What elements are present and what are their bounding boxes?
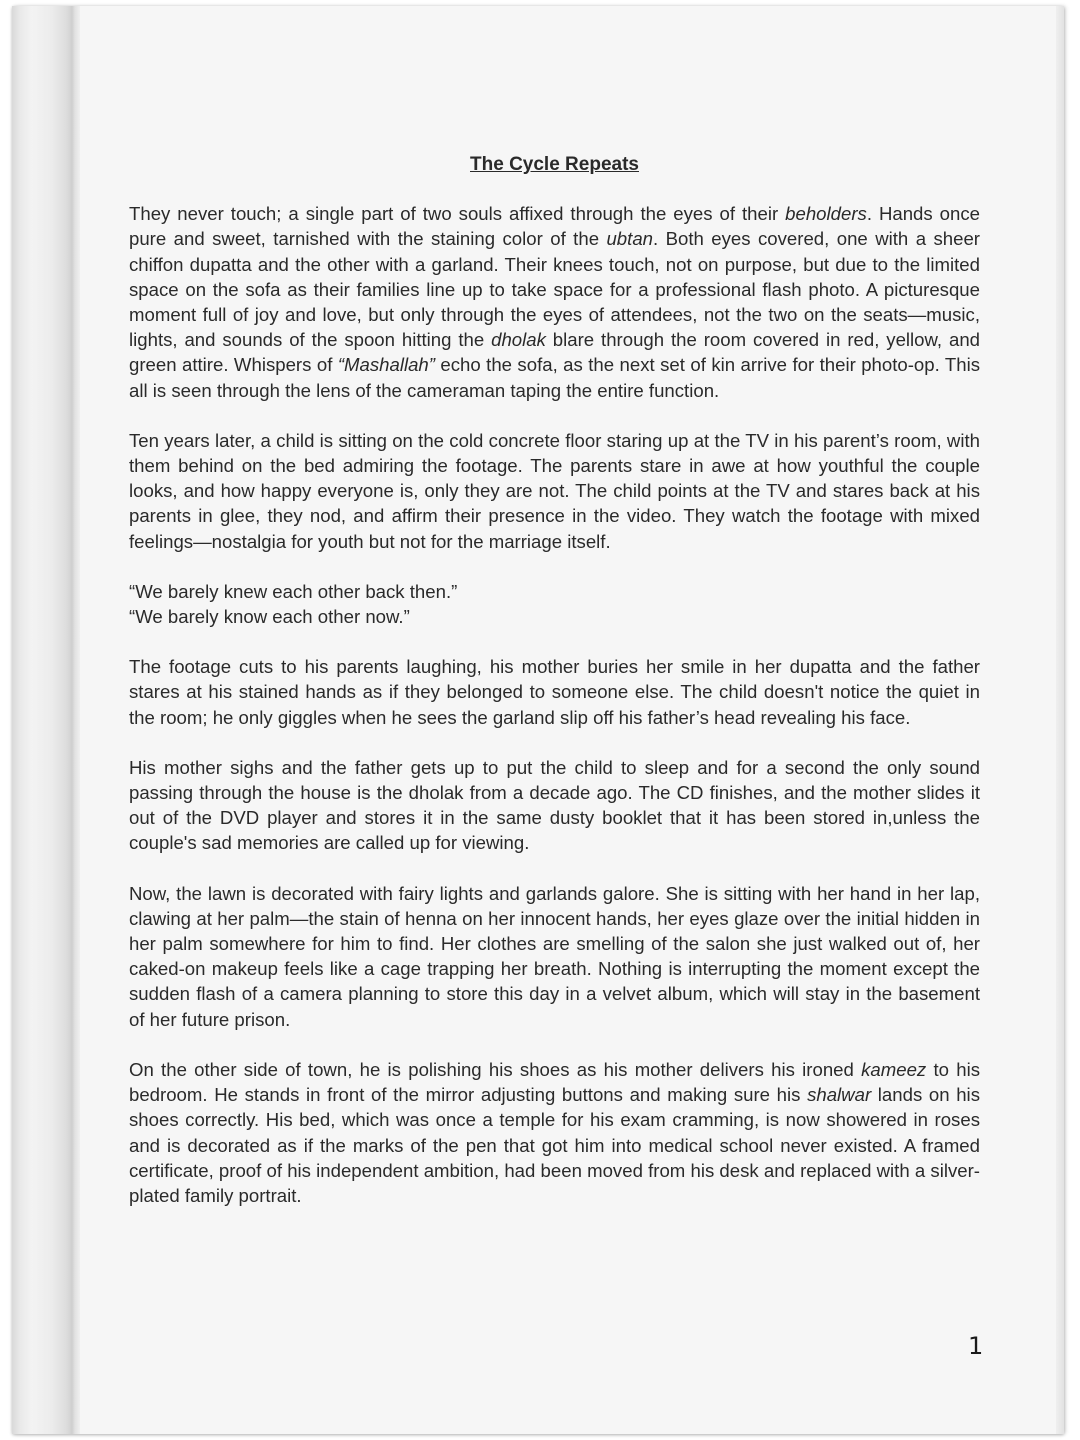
italic-term: beholders — [785, 203, 867, 225]
text-run: to his bedroom. He stands in front of the mirror adjusting buttons and making sure his — [129, 1058, 981, 1106]
paragraphs-after — [129, 654, 980, 1208]
paragraph — [129, 881, 980, 1032]
text-run: His mother sighs and the father gets up to put the child to sleep and for a second the only sound passing through the house is the dholak from a decade ago. The CD finishes, and the mother slides it out of the DVD player and stores it in the same dusty booklet that it has been stored in,unless the couple's sad memories are called up for viewing. — [129, 756, 980, 854]
text-run: Ten years later, a child is sitting on the cold concrete floor staring up at the TV in his parent’s room, with them behind on the bed admiring the footage. The parents stare in awe at how youthful the couple looks, and how happy everyone is, only they are not. The child points at the TV and stares back at his parents in glee, they nod, and affirm their presence in the video. They watch the footage with mixed feelings—nostalgia for youth but not for the marriage itself. — [129, 429, 980, 552]
dialogue-block — [129, 579, 980, 629]
paragraph — [129, 755, 980, 856]
paragraphs-before — [129, 201, 980, 554]
document-title: The Cycle Repeats — [470, 154, 639, 175]
italic-term: ubtan — [606, 228, 653, 250]
text-run: blare through the room covered in red, yellow, and green attire. Whispers of — [129, 329, 980, 376]
text-run: Now, the lawn is decorated with fairy lights and garlands galore. She is sitting with her hand in her lap, clawing at her palm—the stain of henna on her innocent hands, her eyes glaze over the initial hidden in her palm somewhere for him to find. Her clothes are smelling of the salon she just walked out of, her caked-on makeup feels like a cage trapping her breath. Nothing is interrupting the moment except the sudden flash of a camera planning to store this day in a velvet album, which will stay in the basement of her future prison. — [129, 882, 980, 1030]
book-spine — [12, 6, 80, 1434]
italic-term: shalwar — [807, 1084, 872, 1106]
text-run: The footage cuts to his parents laughing, his mother buries her smile in her dupatta and the father stares at his stained hands as if they belonged to someone else. The child doesn't notice the quiet in the room; he only giggles when he sees the garland slip off his father’s head revealing his face. — [129, 656, 980, 728]
text-run: On the other side of town, he is polishing his shoes as his mother delivers his ironed — [129, 1058, 862, 1080]
dialogue-line: “We barely know each other now.” — [129, 606, 410, 628]
italic-term: kameez — [861, 1058, 927, 1080]
page-edge — [1056, 6, 1064, 1434]
text-run: . Both eyes covered, one with a sheer chiffon dupatta and the other with a garland. Their knees touch, not on purpose, but due to the limited space on the sofa as their families line up to take space for a professional flash photo. A picturesque moment full of joy and love, but only through the eyes of attendees, not the two on the seats—music, lights, and sounds of the spoon hitting the — [129, 228, 980, 351]
text-run: echo the sofa, as the next set of kin arrive for their photo-op. This all is seen through the lens of the cameraman taping the entire function. — [129, 354, 981, 401]
text-run: . Hands once pure and sweet, tarnished with the staining color of the — [129, 203, 980, 250]
paragraph — [129, 201, 980, 403]
text-run: They never touch; a single part of two souls affixed through the eyes of their — [129, 203, 786, 225]
text-run: lands on his shoes correctly. His bed, which was once a temple for his exam cramming, is now showered in roses and is decorated as if the marks of the pen that got him into medical school never existed. A framed certificate, proof of his independent ambition, had been moved from his desk and replaced with a silver-plated family portrait. — [129, 1084, 980, 1206]
paragraph — [129, 1057, 980, 1208]
document-body — [129, 152, 980, 1233]
dialogue-line: “We barely knew each other back then.” — [129, 580, 458, 602]
page-number: 1 — [968, 1332, 984, 1360]
italic-term: dholak — [491, 329, 546, 351]
italic-term: “Mashallah” — [337, 354, 435, 376]
paragraph — [129, 654, 980, 730]
paragraph — [129, 428, 980, 554]
